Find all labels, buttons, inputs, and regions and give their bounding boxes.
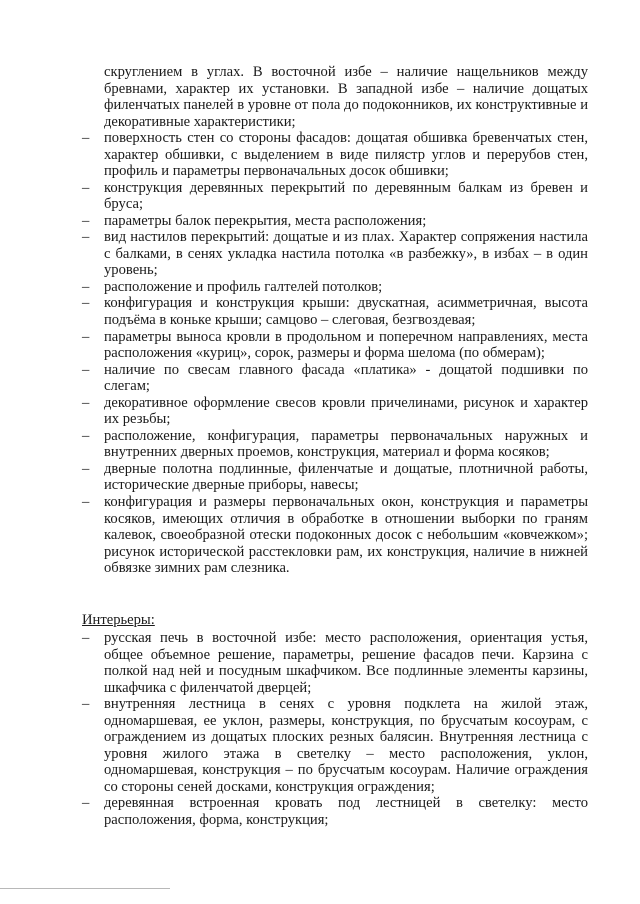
dash-bullet: –	[82, 427, 90, 444]
list-item-text: конструкция деревянных перекрытий по деревянным балкам из бревен и бруса;	[104, 179, 588, 213]
list-item-text: конфигурация и размеры первоначальных окон, конструкция и параметры косяков, имеющих отличия в обработке в отношении выборки по граням калевок, своеобразной отески подоконных досок с небольшим «ковчежком»; рисунок исторической расстекловки рам, их конструкция, наличие в нижней обвязке зимних рам слезника.	[104, 494, 588, 577]
list-item	[0, 362, 588, 395]
list-item	[0, 630, 588, 696]
list-item	[0, 329, 588, 362]
dash-bullet: –	[82, 229, 90, 246]
list-item-text: параметры выноса кровли в продольном и поперечном направлениях, места расположения «куриц», сорок, размеры и форма шелома (по обмерам);	[104, 328, 588, 362]
list-item-text: декоративное оформление свесов кровли причелинами, рисунок и характер их резьбы;	[104, 394, 588, 428]
list-item-text: расположение и профиль галтелей потолков;	[104, 278, 383, 295]
list-item-text: конфигурация и конструкция крыши: двускатная, асимметричная, высота подъёма в коньке крыши; самцово – слеговая, безгвоздевая;	[104, 295, 588, 329]
list-item-text: деревянная встроенная кровать под лестницей в светелку: место расположения, форма, конструкция;	[104, 795, 588, 829]
list-item	[0, 180, 588, 213]
dash-bullet: –	[82, 795, 90, 812]
list-item	[0, 130, 588, 180]
interiors-heading: Интерьеры:	[82, 612, 155, 628]
list-item-text: дверные полотна подлинные, филенчатые и дощатые, плотничной работы, исторические дверные приборы, навесы;	[104, 460, 588, 494]
list-item	[0, 213, 588, 230]
dash-bullet: –	[82, 460, 90, 477]
lead-paragraph: скруглением в углах. В восточной избе – наличие нащельников между бревнами, характер их установки. В западной избе – наличие дощатых филенчатых панелей в уровне от пола до подоконников, их конструктивные и декоративные характеристики;	[104, 64, 588, 130]
list-item-text: внутренняя лестница в сенях с уровня подклета на жилой этаж, одномаршевая, ее уклон, размеры, конструкция, по брусчатым косоурам, с ограждением из дощатых плоских резных балясин. Внутренняя лестница с уровня жилого этажа в светелку – место расположения, уклон, одномаршевая, конструкция – по брусчатым косоурам. Наличие ограждения со стороны сеней досками, конструкция ограждения;	[104, 696, 588, 795]
dash-bullet: –	[82, 494, 90, 511]
list-item-text: вид настилов перекрытий: дощатые и из плах. Характер сопряжения настила с балками, в сенях укладка настила потолка «в разбежку», в избах – в один уровень;	[104, 229, 588, 279]
list-item-text: поверхность стен со стороны фасадов: дощатая обшивка бревенчатых стен, характер обшивки, с выделением в виде пилястр углов и перерубов стен, профиль и параметры первоначальных досок обшивки;	[104, 130, 588, 180]
dash-bullet: –	[82, 295, 90, 312]
list-item	[0, 395, 588, 428]
list-item	[0, 428, 588, 461]
footnote-separator	[0, 888, 170, 889]
list-item-text: наличие по свесам главного фасада «платика» - дощатой подшивки по слегам;	[104, 361, 588, 395]
dash-bullet: –	[82, 630, 90, 646]
list-item	[0, 795, 588, 828]
list-item	[0, 279, 588, 296]
dash-bullet: –	[82, 394, 90, 411]
list-item	[0, 461, 588, 494]
list-item	[0, 696, 588, 795]
list-item	[0, 295, 588, 328]
dash-bullet: –	[82, 278, 90, 295]
dash-bullet: –	[82, 696, 90, 713]
list-item-text: расположение, конфигурация, параметры первоначальных наружных и внутренних дверных проемов, конструкция, материал и форма косяков;	[104, 427, 588, 461]
dash-bullet: –	[82, 361, 90, 378]
facade-features-list	[0, 130, 640, 577]
interior-features-list	[0, 630, 640, 829]
list-item-text: параметры балок перекрытия, места расположения;	[104, 212, 427, 229]
list-item	[0, 494, 588, 577]
dash-bullet: –	[82, 212, 90, 229]
list-item	[0, 229, 588, 279]
dash-bullet: –	[82, 328, 90, 345]
list-item-text: русская печь в восточной избе: место расположения, ориентация устья, общее объемное решение, параметры, решение фасадов печи. Карзина с полкой над ней и посудным шкафчиком. Все подлинные элементы карзины, шкафчика с филенчатой дверцей;	[104, 630, 588, 696]
dash-bullet: –	[82, 130, 90, 146]
dash-bullet: –	[82, 179, 90, 196]
